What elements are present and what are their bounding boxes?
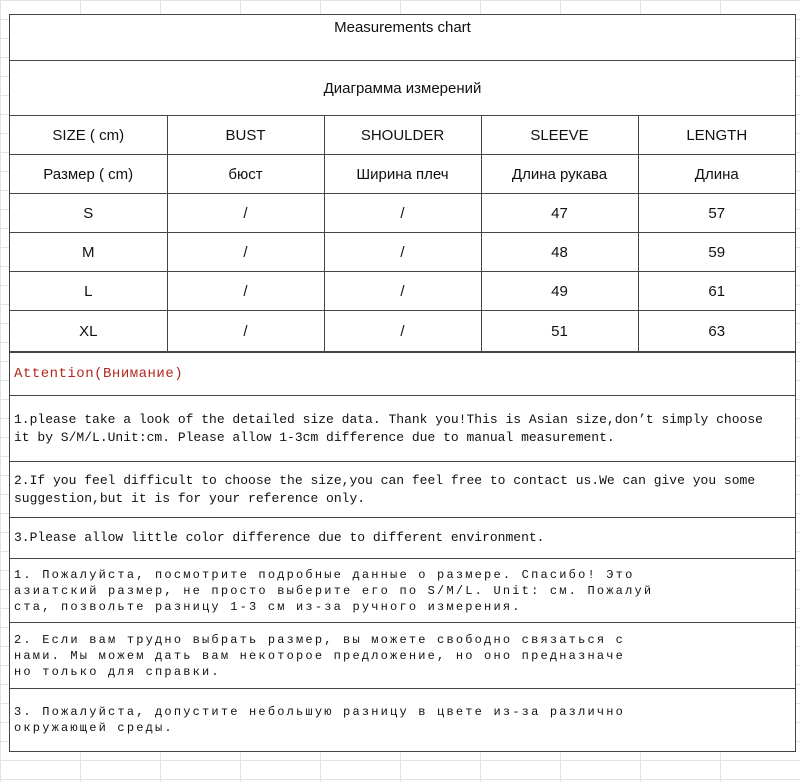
table-row	[10, 272, 795, 311]
note-ru-3	[10, 688, 795, 751]
shoulder-cell: /	[324, 272, 481, 311]
size-cell: M	[10, 233, 167, 272]
shoulder-cell: /	[324, 311, 481, 352]
note-line: нами. Мы можем дать вам некоторое предложение, но оно предназначе	[14, 648, 626, 663]
header-cell: SIZE ( cm)	[10, 116, 167, 155]
header-cell: Ширина плеч	[324, 155, 481, 194]
note-en-3	[10, 517, 795, 558]
note-line: 1.please take a look of the detailed size data. Thank you!This is Asian size,don’t simply choose	[14, 411, 763, 427]
header-cell: бюст	[167, 155, 324, 194]
table-row	[10, 311, 795, 352]
length-cell: 61	[638, 272, 795, 311]
size-table	[10, 116, 795, 352]
table-row	[10, 233, 795, 272]
note-line: 2. Если вам трудно выбрать размер, вы можете свободно связаться с	[14, 632, 626, 647]
sleeve-cell: 49	[481, 272, 638, 311]
shoulder-cell: /	[324, 233, 481, 272]
note-en-2	[10, 461, 795, 517]
attention-block	[10, 352, 795, 395]
header-cell: Длина	[638, 155, 795, 194]
note-line: 2.If you feel difficult to choose the size,you can feel free to contact us.We can give you some	[14, 472, 756, 488]
header-cell: SHOULDER	[324, 116, 481, 155]
header-cell: Размер ( cm)	[10, 155, 167, 194]
bust-cell: /	[167, 272, 324, 311]
length-cell: 59	[638, 233, 795, 272]
note-en-1	[10, 395, 795, 461]
header-row-ru	[10, 155, 795, 194]
measurements-sheet	[9, 14, 796, 752]
bust-cell: /	[167, 311, 324, 352]
chart-subtitle: Диаграмма измерений	[10, 61, 795, 116]
bust-cell: /	[167, 194, 324, 233]
note-line: it by S/M/L.Unit:cm. Please allow 1-3cm difference due to manual measurement.	[14, 429, 615, 445]
header-cell: LENGTH	[638, 116, 795, 155]
shoulder-cell: /	[324, 194, 481, 233]
header-cell: SLEEVE	[481, 116, 638, 155]
length-cell: 57	[638, 194, 795, 233]
note-line: 3.Please allow little color difference due to different environment.	[14, 530, 545, 545]
size-cell: S	[10, 194, 167, 233]
header-cell: Длина рукава	[481, 155, 638, 194]
note-ru-2	[10, 622, 795, 688]
note-ru-1	[10, 558, 795, 622]
bust-cell: /	[167, 233, 324, 272]
table-row	[10, 194, 795, 233]
note-line: ста, позвольте разницу 1-3 см из-за ручного измерения.	[14, 599, 522, 614]
attention-label: Attention(Внимание)	[14, 366, 184, 382]
note-line: suggestion,but it is for your reference only.	[14, 490, 366, 506]
sleeve-cell: 51	[481, 311, 638, 352]
chart-title: Measurements chart	[10, 15, 795, 61]
note-line: азиатский размер, не просто выберите его по S/M/L. Unit: см. Пожалуй	[14, 583, 654, 598]
size-cell: L	[10, 272, 167, 311]
notes-section	[10, 352, 795, 751]
header-cell: BUST	[167, 116, 324, 155]
size-cell: XL	[10, 311, 167, 352]
sleeve-cell: 47	[481, 194, 638, 233]
note-line: но только для справки.	[14, 664, 221, 679]
header-row-en	[10, 116, 795, 155]
note-line: окружающей среды.	[14, 721, 174, 735]
note-line: 3. Пожалуйста, допустите небольшую разницу в цвете из-за различно	[14, 705, 626, 719]
sleeve-cell: 48	[481, 233, 638, 272]
length-cell: 63	[638, 311, 795, 352]
note-line: 1. Пожалуйста, посмотрите подробные данные о размере. Спасибо! Это	[14, 567, 635, 582]
